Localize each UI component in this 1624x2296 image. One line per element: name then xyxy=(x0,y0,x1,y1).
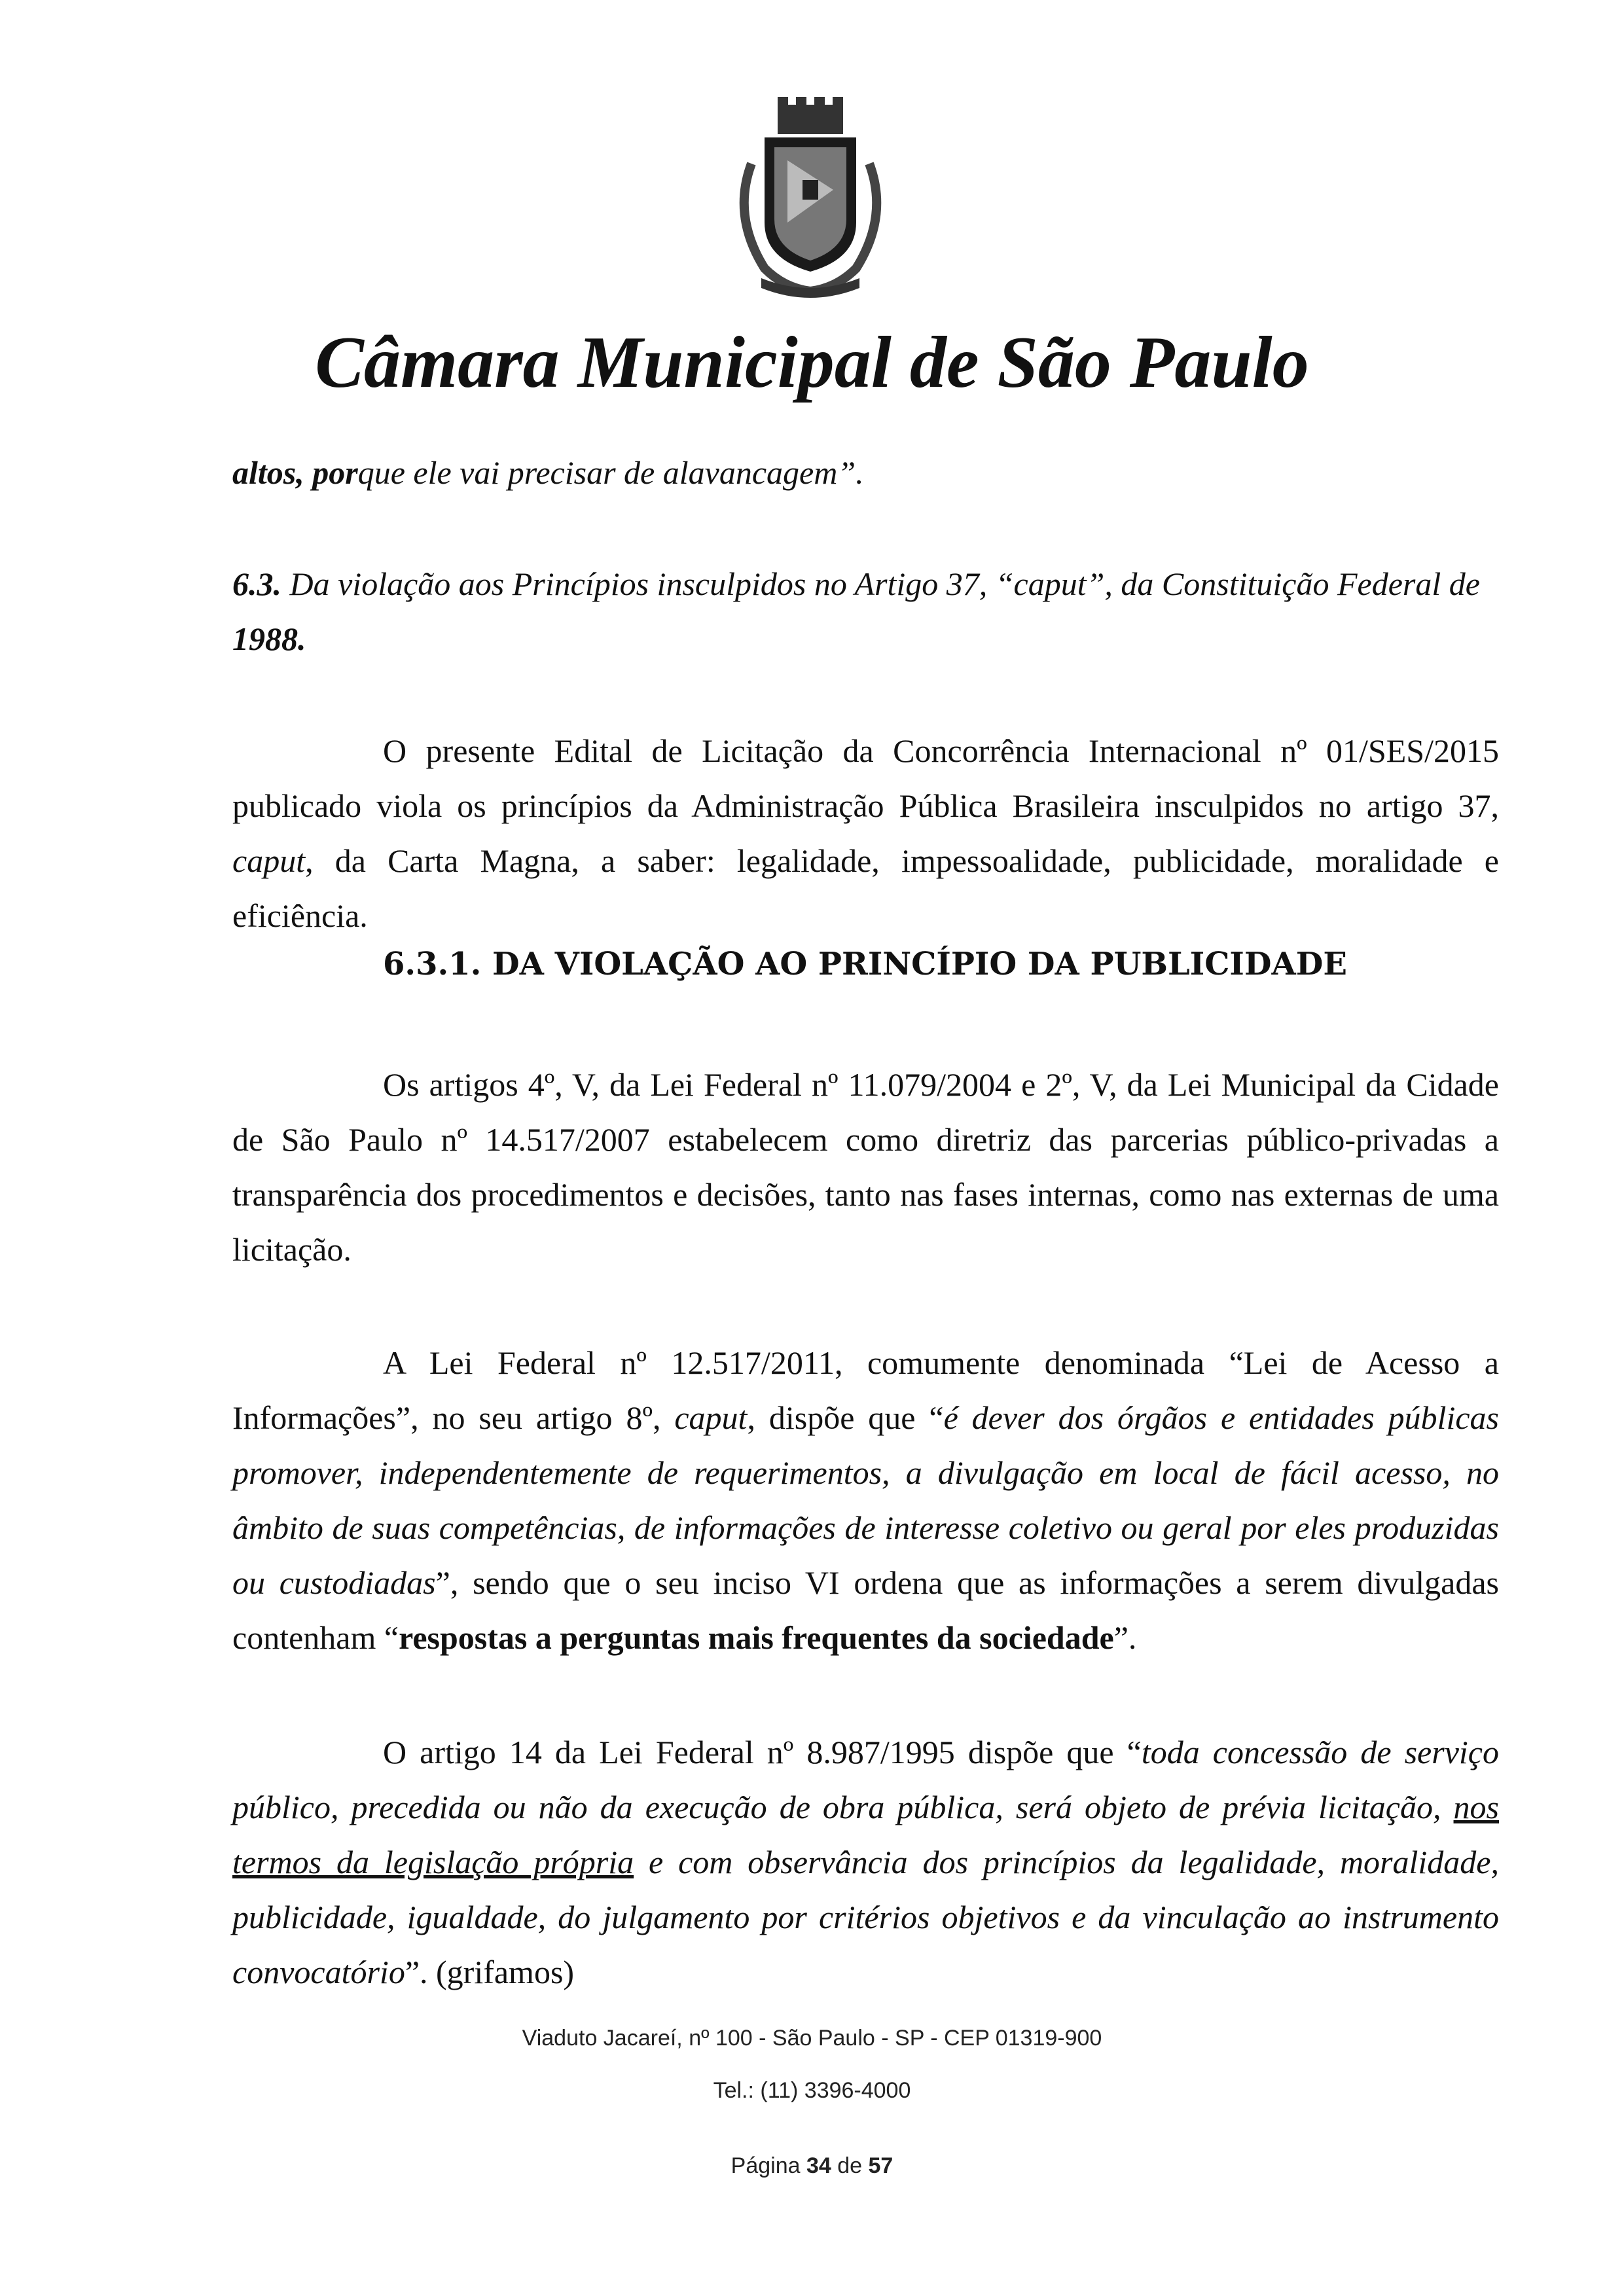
header-title: Câmara Municipal de São Paulo xyxy=(315,322,1309,403)
section-6-3-year: 1988. xyxy=(232,620,306,657)
p1-text-b: , da Carta Magna, a saber: legalidade, impessoalidade, publicidade, moralidade e eficiência. xyxy=(232,842,1499,934)
footer-phone: Tel.: (11) 3396-4000 xyxy=(713,2078,911,2103)
p3-text-a: A Lei Federal nº 12.517/2011, comumente denominada “Lei de Acesso a Informações”, no seu artigo 8º, xyxy=(232,1344,1499,1436)
p3-caput: caput xyxy=(674,1399,748,1436)
paragraph-3 xyxy=(232,1335,1499,1665)
p3-bold: respostas a perguntas mais frequentes da sociedade xyxy=(399,1619,1114,1656)
coat-of-arms-logo xyxy=(725,92,895,301)
paragraph-1 xyxy=(232,723,1499,943)
p4-quote-1: toda concessão de serviço público, precedida ou não da execução de obra pública, será objeto de prévia licitação, xyxy=(232,1734,1499,1825)
paragraph-4 xyxy=(232,1725,1499,2000)
quote-ending xyxy=(232,445,1499,500)
section-6-3-heading xyxy=(232,556,1499,666)
page-number xyxy=(0,2153,1624,2179)
footer-address: Viaduto Jacareí, nº 100 - São Paulo - SP - CEP 01319-900 xyxy=(522,2026,1102,2051)
quote-ending-rest: que ele vai precisar de alavancagem”. xyxy=(357,454,864,491)
page-prefix: Página xyxy=(731,2153,806,2178)
p4-underline: nos termos da legislação própria xyxy=(232,1789,1499,1880)
quote-ending-bold: altos, por xyxy=(232,454,358,491)
section-6-3-1-heading: 6.3.1. DA VIOLAÇÃO AO PRINCÍPIO DA PUBLICIDADE xyxy=(383,946,1347,982)
p3-text-c: ”, sendo que o seu inciso VI ordena que as informações a serem divulgadas contenham “ xyxy=(232,1564,1499,1656)
page-total: 57 xyxy=(868,2153,893,2178)
p1-caput: caput xyxy=(232,842,306,879)
p4-text-a: O artigo 14 da Lei Federal nº 8.987/1995 dispõe que “ xyxy=(383,1734,1142,1770)
paragraph-2: Os artigos 4º, V, da Lei Federal nº 11.079/2004 e 2º, V, da Lei Municipal da Cidade de São Paulo nº 14.517/2007 estabelecem como diretriz das parcerias público-privadas a transparência dos procedimentos e decisões, tanto nas fases internas, como nas externas de uma licitação. xyxy=(232,1066,1499,1268)
page-mid: de xyxy=(831,2153,869,2178)
section-6-3-number: 6.3. xyxy=(232,565,281,602)
p1-text-a: O presente Edital de Licitação da Concorrência Internacional nº 01/SES/2015 publicado viola os princípios da Administração Pública Brasileira insculpidos no artigo 37, xyxy=(232,732,1499,824)
p3-text-d: ”. xyxy=(1113,1619,1137,1656)
section-6-3-title: Da violação aos Princípios insculpidos no Artigo 37, “caput”, da Constituição Federal de xyxy=(281,565,1480,602)
p4-quote-2: e com observância dos princípios da legalidade, moralidade, publicidade, igualdade, do julgamento por critérios objetivos e da vinculação ao instrumento convocatório xyxy=(232,1844,1499,1990)
p4-text-b: ”. (grifamos) xyxy=(405,1954,575,1990)
page-current: 34 xyxy=(806,2153,831,2178)
p3-quote: é dever dos órgãos e entidades públicas promover, independentemente de requerimentos, a divulgação em local de fácil acesso, no âmbito de suas competências, de informações de interesse coletivo ou geral por eles produzidas ou custodiadas xyxy=(232,1399,1499,1601)
p3-text-b: , dispõe que “ xyxy=(747,1399,944,1436)
